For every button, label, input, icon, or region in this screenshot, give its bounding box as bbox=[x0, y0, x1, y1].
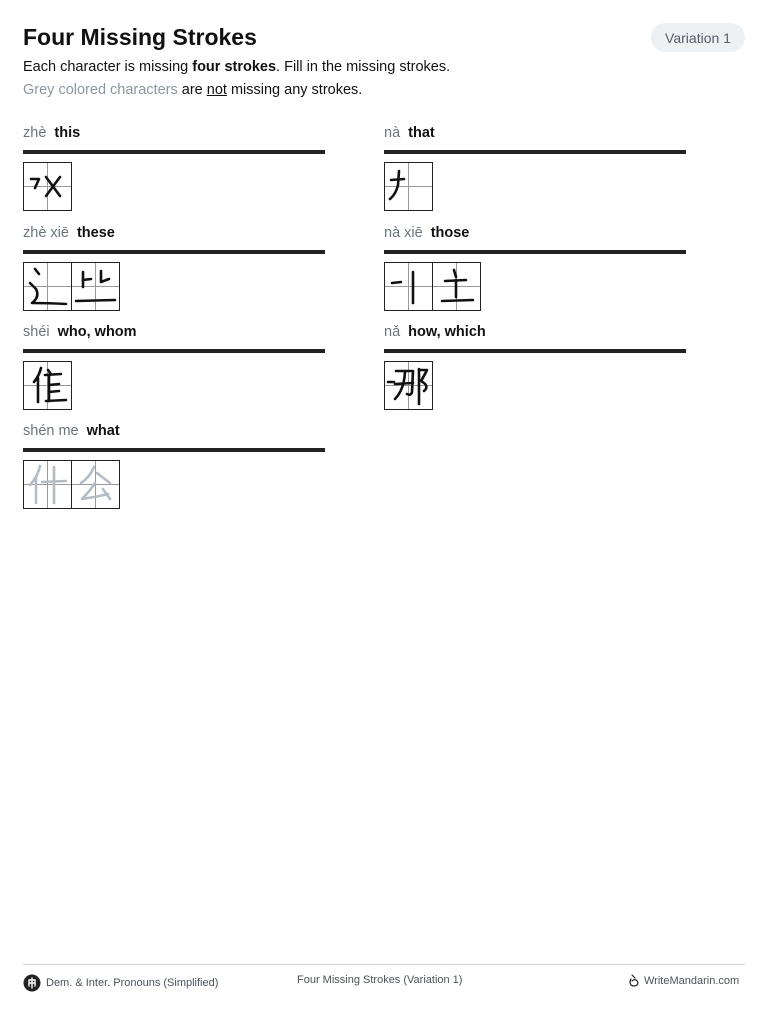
instruction-line-2 bbox=[23, 82, 362, 98]
character-box[interactable] bbox=[71, 460, 120, 509]
character-box[interactable] bbox=[384, 162, 433, 211]
entry-header bbox=[384, 323, 686, 341]
footer-center bbox=[297, 974, 462, 986]
entry-these bbox=[23, 224, 325, 242]
instruction-text-c: . Fill in the missing strokes. bbox=[276, 59, 451, 75]
character-box[interactable] bbox=[71, 262, 120, 311]
entry-that bbox=[384, 124, 686, 142]
entry-header bbox=[23, 224, 325, 242]
entry-meaning: how, which bbox=[408, 324, 486, 340]
character-box[interactable] bbox=[23, 162, 72, 211]
entry-meaning: that bbox=[408, 125, 435, 141]
entry-meaning: this bbox=[54, 125, 81, 141]
footer-right bbox=[628, 974, 739, 987]
entry-rule bbox=[23, 448, 325, 452]
instruction-line-1 bbox=[23, 59, 450, 75]
entry-this bbox=[23, 124, 325, 142]
instruction-text-are: are bbox=[177, 82, 207, 98]
grey-character-me bbox=[72, 461, 119, 508]
entry-pinyin: nǎ bbox=[384, 324, 401, 340]
brush-icon bbox=[628, 974, 640, 987]
entry-rule bbox=[384, 349, 686, 353]
partial-character-na bbox=[385, 263, 432, 310]
entry-what bbox=[23, 422, 325, 440]
entry-meaning: what bbox=[86, 423, 120, 439]
instruction-text-d: missing any strokes. bbox=[226, 82, 363, 98]
grey-character-shen bbox=[24, 461, 71, 508]
character-box[interactable] bbox=[432, 262, 481, 311]
footer-site-link[interactable]: WriteMandarin.com bbox=[644, 974, 740, 987]
footer-divider bbox=[23, 964, 745, 965]
entry-rule bbox=[23, 349, 325, 353]
grey-characters-label: Grey colored characters bbox=[23, 82, 178, 98]
entry-pinyin: shéi bbox=[23, 324, 50, 340]
partial-character-xie bbox=[72, 263, 119, 310]
circled-character-icon bbox=[23, 974, 41, 992]
entry-pinyin: zhè bbox=[23, 125, 47, 141]
entry-rule bbox=[384, 150, 686, 154]
entry-header bbox=[384, 224, 686, 242]
entry-header bbox=[384, 124, 686, 142]
entry-meaning: those bbox=[430, 225, 470, 241]
footer-worksheet-title: Four Missing Strokes (Variation 1) bbox=[297, 974, 463, 986]
character-boxes bbox=[23, 162, 72, 211]
entry-pinyin: shén me bbox=[23, 423, 79, 439]
entry-header bbox=[23, 323, 325, 341]
character-boxes bbox=[384, 361, 433, 410]
character-box[interactable] bbox=[23, 460, 72, 509]
entry-header bbox=[23, 422, 325, 440]
character-boxes bbox=[384, 162, 433, 211]
character-boxes bbox=[23, 361, 72, 410]
partial-character-zhe bbox=[24, 263, 71, 310]
character-boxes bbox=[23, 460, 120, 509]
entry-pinyin: zhè xiē bbox=[23, 225, 69, 241]
partial-character-xie bbox=[433, 263, 480, 310]
instruction-not: not bbox=[206, 82, 227, 98]
entry-those bbox=[384, 224, 686, 242]
partial-character-zhe bbox=[24, 163, 71, 210]
partial-character-na bbox=[385, 362, 432, 409]
character-box[interactable] bbox=[384, 262, 433, 311]
entry-header bbox=[23, 124, 325, 142]
entry-pinyin: nà xiē bbox=[384, 225, 423, 241]
entry-meaning: who, whom bbox=[57, 324, 137, 340]
partial-character-shei bbox=[24, 362, 71, 409]
partial-character-na bbox=[385, 163, 432, 210]
instruction-emphasis: four strokes bbox=[192, 59, 277, 75]
entry-rule bbox=[384, 250, 686, 254]
character-boxes bbox=[384, 262, 481, 311]
footer-left bbox=[23, 974, 218, 992]
entry-rule bbox=[23, 150, 325, 154]
entry-how-which bbox=[384, 323, 686, 341]
entry-meaning: these bbox=[76, 225, 115, 241]
entry-who-whom bbox=[23, 323, 325, 341]
character-box[interactable] bbox=[23, 262, 72, 311]
footer-worksheet-set: Dem. & Inter. Pronouns (Simplified) bbox=[46, 977, 219, 989]
character-box[interactable] bbox=[23, 361, 72, 410]
page-title: Four Missing Strokes bbox=[23, 24, 257, 50]
instruction-text-a: Each character is missing bbox=[23, 59, 193, 75]
variation-badge[interactable]: Variation 1 bbox=[651, 23, 745, 52]
entry-pinyin: nà bbox=[384, 125, 401, 141]
entry-rule bbox=[23, 250, 325, 254]
character-box[interactable] bbox=[384, 361, 433, 410]
character-boxes bbox=[23, 262, 120, 311]
